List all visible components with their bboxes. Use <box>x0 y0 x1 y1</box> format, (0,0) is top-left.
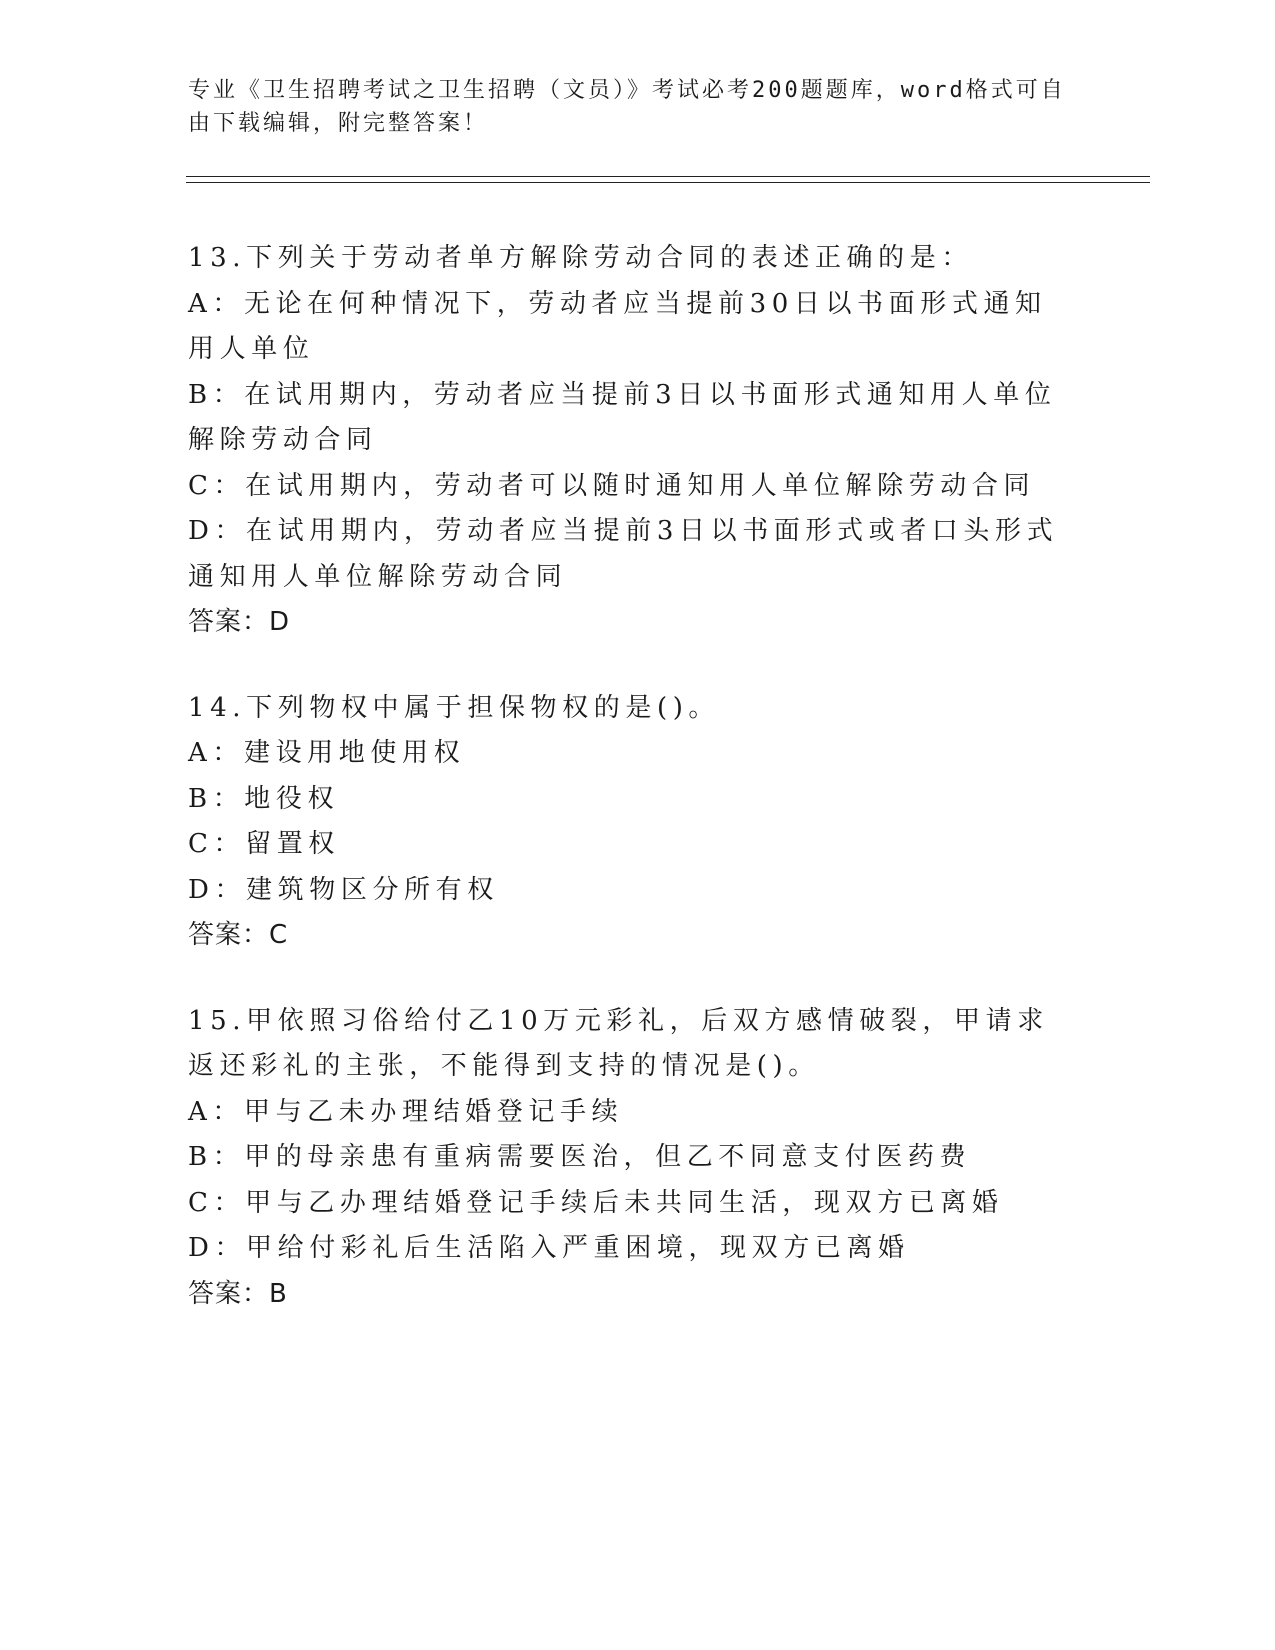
question-15 <box>188 999 1078 1318</box>
option-a: A：甲与乙未办理结婚登记手续 <box>188 1096 624 1127</box>
question-stem: 14.下列物权中属于担保物权的是()。 <box>188 692 721 723</box>
option-b: B：甲的母亲患有重病需要医治，但乙不同意支付医药费 <box>188 1142 972 1172</box>
option-b: B：在试用期内，劳动者应当提前3日以书面形式通知用人单位解除劳动合同 <box>188 379 1057 455</box>
option-c: C：留置权 <box>188 829 340 859</box>
answer-label: 答案：D <box>188 607 291 637</box>
option-d: D：在试用期内，劳动者应当提前3日以书面形式或者口头形式通知用人单位解除劳动合同 <box>188 516 1059 592</box>
option-c: C：在试用期内，劳动者可以随时通知用人单位解除劳动合同 <box>188 470 1036 501</box>
option-a: A：无论在何种情况下，劳动者应当提前30日以书面形式通知用人单位 <box>188 288 1047 364</box>
question-list <box>188 236 1078 1357</box>
document-header: 专业《卫生招聘考试之卫生招聘（文员）》考试必考200题题库，word格式可自由下载编辑，附完整答案！ <box>188 78 1066 136</box>
option-a: A：建设用地使用权 <box>188 738 466 768</box>
option-b: B：地役权 <box>188 783 340 814</box>
question-14 <box>188 686 1078 959</box>
answer-label: 答案：B <box>188 1278 288 1309</box>
option-d: D：建筑物区分所有权 <box>188 874 499 905</box>
question-13 <box>188 236 1078 646</box>
answer-label: 答案：C <box>188 920 289 950</box>
question-stem: 15.甲依照习俗给付乙10万元彩礼，后双方感情破裂，甲请求返还彩礼的主张，不能得到支持的情况是()。 <box>188 1005 1049 1081</box>
header-divider-top <box>186 176 1150 177</box>
header-divider-bottom <box>186 182 1150 183</box>
option-d: D：甲给付彩礼后生活陷入严重困境，现双方已离婚 <box>188 1233 910 1263</box>
question-stem: 13.下列关于劳动者单方解除劳动合同的表述正确的是： <box>188 243 973 273</box>
option-c: C：甲与乙办理结婚登记手续后未共同生活，现双方已离婚 <box>188 1187 1004 1218</box>
